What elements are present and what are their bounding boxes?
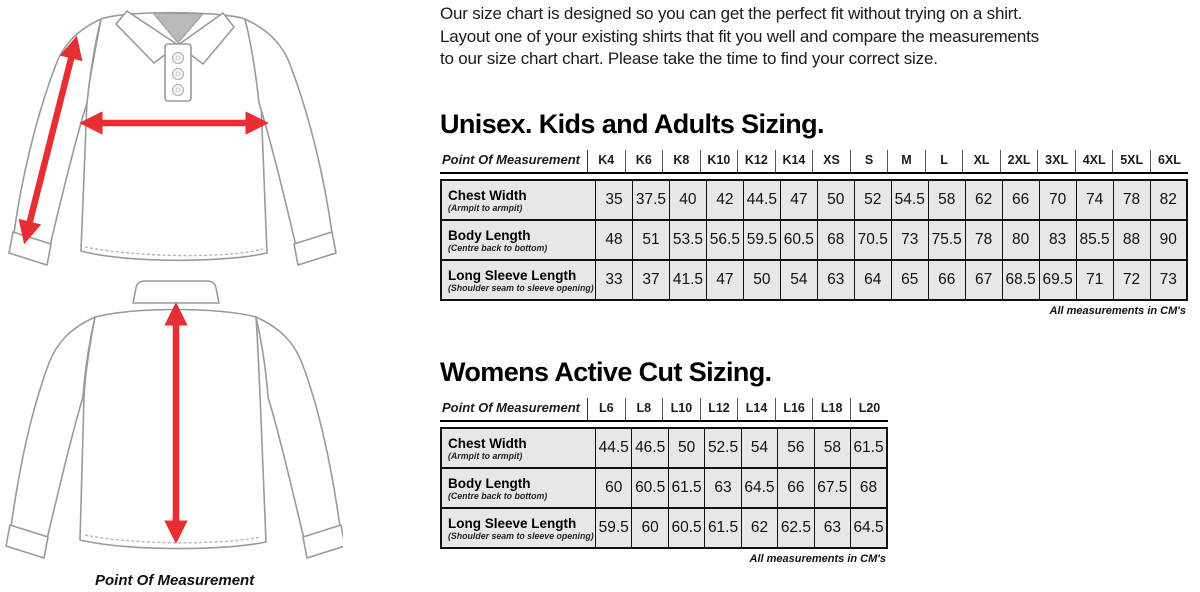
size-column-header: K10 [700,150,738,173]
measurement-value-cell: 60.5 [668,508,704,548]
measurement-value-cell: 48 [596,220,633,260]
size-column-header: M [888,150,926,173]
long-sleeve-polo-front-illustration [5,3,340,275]
measurement-label-cell [441,428,596,468]
measurement-label: Long Sleeve Length [448,267,577,283]
measurement-label-cell [441,260,596,300]
measurement-value-cell: 70 [1039,180,1076,220]
size-table-body [440,427,888,549]
womens-sizing-title: Womens Active Cut Sizing. [440,357,772,387]
measurement-value-cell: 78 [1113,180,1150,220]
section-womens-sizing [440,356,888,565]
button-icon [173,69,184,80]
measurement-value-cell: 63 [814,508,850,548]
intro-line: Layout one of your existing shirts that fit you well and compare the measurements [440,26,1039,46]
size-column-header: L16 [775,398,813,421]
measurement-value-cell: 70.5 [854,220,891,260]
measurement-label-cell [441,508,596,548]
measurement-value-cell: 61.5 [851,428,887,468]
button-icon [173,53,184,64]
measurement-value-cell: 61.5 [668,468,704,508]
measurement-value-cell: 66 [928,260,965,300]
measurement-label-cell [441,468,596,508]
size-column-header: 3XL [1038,150,1076,173]
measurement-value-cell: 58 [814,428,850,468]
measurement-value-cell: 69.5 [1039,260,1076,300]
measurement-label: Long Sleeve Length [448,515,577,531]
size-column-header: 5XL [1113,150,1151,173]
measurement-value-cell: 80 [1002,220,1039,260]
measurement-value-cell: 50 [817,180,854,220]
measurement-value-cell: 67 [965,260,1002,300]
measurement-label: Chest Width [448,435,527,451]
table-footnote: All measurements in CM's [749,553,886,565]
measurement-label-cell [441,180,596,220]
measurement-value-cell: 68 [817,220,854,260]
measurement-value-cell: 42 [706,180,743,220]
size-table-body [440,179,1188,301]
measurement-value-cell: 33 [596,260,633,300]
measurement-sublabel: (Centre back to bottom) [448,242,548,253]
measurement-row [441,260,1187,300]
measurement-value-cell: 65 [891,260,928,300]
measurement-value-cell: 59.5 [596,508,632,548]
size-column-header: L8 [625,398,663,421]
measurement-value-cell: 35 [596,180,633,220]
size-column-header: L14 [738,398,776,421]
measurement-row [441,508,887,548]
size-column-header: XL [963,150,1001,173]
womens-size-table [440,398,888,549]
back-collar-band [133,281,219,303]
measurement-row [441,428,887,468]
measurement-value-cell: 37 [632,260,669,300]
measurement-value-cell: 68 [851,468,887,508]
measurement-value-cell: 78 [965,220,1002,260]
size-column-header: L10 [663,398,701,421]
measurement-value-cell: 62 [965,180,1002,220]
measurement-value-cell: 88 [1113,220,1150,260]
unisex-size-table [440,150,1188,301]
measurement-value-cell: 47 [706,260,743,300]
measurement-value-cell: 83 [1039,220,1076,260]
measurement-value-cell: 60.5 [780,220,817,260]
size-column-header: S [850,150,888,173]
measurement-value-cell: 44.5 [596,428,632,468]
table-corner-label: Point Of Measurement [440,398,588,421]
measurement-sublabel: (Centre back to bottom) [448,490,548,501]
measurement-value-cell: 82 [1150,180,1187,220]
measurement-value-cell: 41.5 [669,260,706,300]
measurement-label-cell [441,220,596,260]
measurement-value-cell: 62.5 [778,508,814,548]
measurement-value-cell: 73 [891,220,928,260]
measurement-value-cell: 61.5 [705,508,741,548]
size-table-header [440,398,888,422]
measurement-value-cell: 52.5 [705,428,741,468]
size-column-header: K8 [663,150,701,173]
measurement-value-cell: 50 [743,260,780,300]
button-icon [173,85,184,96]
measurement-value-cell: 52 [854,180,891,220]
section-unisex-sizing [440,108,1188,317]
measurement-value-cell: 64.5 [741,468,777,508]
intro-line: to our size chart chart. Please take the time to find your correct size. [440,49,938,68]
measurement-label: Chest Width [448,187,527,203]
intro-text [440,3,1180,71]
measurement-value-cell: 37.5 [632,180,669,220]
measurement-value-cell: 62 [741,508,777,548]
measurement-value-cell: 63 [817,260,854,300]
measurement-value-cell: 63 [705,468,741,508]
measurement-value-cell: 64 [854,260,891,300]
measurement-value-cell: 85.5 [1076,220,1113,260]
measurement-value-cell: 54.5 [891,180,928,220]
measurement-sublabel: (Shoulder seam to sleeve opening) [448,530,594,541]
measurement-value-cell: 66 [778,468,814,508]
size-column-header: 4XL [1075,150,1113,173]
measurement-value-cell: 60.5 [632,468,668,508]
measurement-sublabel: (Armpit to armpit) [448,202,523,213]
measurement-value-cell: 56.5 [706,220,743,260]
measurement-row [441,220,1187,260]
size-column-header: L18 [813,398,851,421]
size-column-header: K4 [588,150,626,173]
measurement-label: Body Length [448,475,531,491]
measurement-value-cell: 40 [669,180,706,220]
measurement-value-cell: 53.5 [669,220,706,260]
measurement-value-cell: 46.5 [632,428,668,468]
table-corner-label: Point Of Measurement [440,150,588,173]
size-column-header: L6 [588,398,626,421]
size-column-header: K6 [625,150,663,173]
size-table-header [440,150,1188,174]
size-column-header: XS [813,150,851,173]
shirt-back-right-sleeve [256,317,340,539]
measurement-value-cell: 59.5 [743,220,780,260]
size-column-header: 2XL [1000,150,1038,173]
measurement-value-cell: 60 [632,508,668,548]
measurement-value-cell: 75.5 [928,220,965,260]
unisex-sizing-title: Unisex. Kids and Adults Sizing. [440,109,824,139]
measurement-value-cell: 47 [780,180,817,220]
size-column-header: K14 [775,150,813,173]
point-of-measurement-caption: Point Of Measurement [95,572,255,589]
measurement-value-cell: 56 [778,428,814,468]
measurement-value-cell: 50 [668,428,704,468]
measurement-sublabel: (Armpit to armpit) [448,450,523,461]
table-footnote: All measurements in CM's [1049,305,1186,317]
measurement-value-cell: 90 [1150,220,1187,260]
measurement-value-cell: 64.5 [851,508,887,548]
size-column-header: L20 [850,398,888,421]
size-column-header: L [925,150,963,173]
measurement-value-cell: 73 [1150,260,1187,300]
measurement-value-cell: 66 [1002,180,1039,220]
measurement-value-cell: 74 [1076,180,1113,220]
size-column-header: K12 [738,150,776,173]
measurement-row [441,468,887,508]
size-column-header: 6XL [1150,150,1188,173]
measurement-sublabel: (Shoulder seam to sleeve opening) [448,282,594,293]
measurement-value-cell: 71 [1076,260,1113,300]
measurement-value-cell: 51 [632,220,669,260]
measurement-value-cell: 58 [928,180,965,220]
measurement-value-cell: 72 [1113,260,1150,300]
measurement-label: Body Length [448,227,531,243]
measurement-value-cell: 67.5 [814,468,850,508]
size-column-header: L12 [700,398,738,421]
measurement-row [441,180,1187,220]
measurement-value-cell: 68.5 [1002,260,1039,300]
measurement-value-cell: 54 [741,428,777,468]
measurement-value-cell: 60 [596,468,632,508]
intro-line: Our size chart is designed so you can get the perfect fit without trying on a shirt. [440,4,1023,23]
measurement-value-cell: 44.5 [743,180,780,220]
measurement-value-cell: 54 [780,260,817,300]
long-sleeve-polo-back-illustration [3,277,343,567]
